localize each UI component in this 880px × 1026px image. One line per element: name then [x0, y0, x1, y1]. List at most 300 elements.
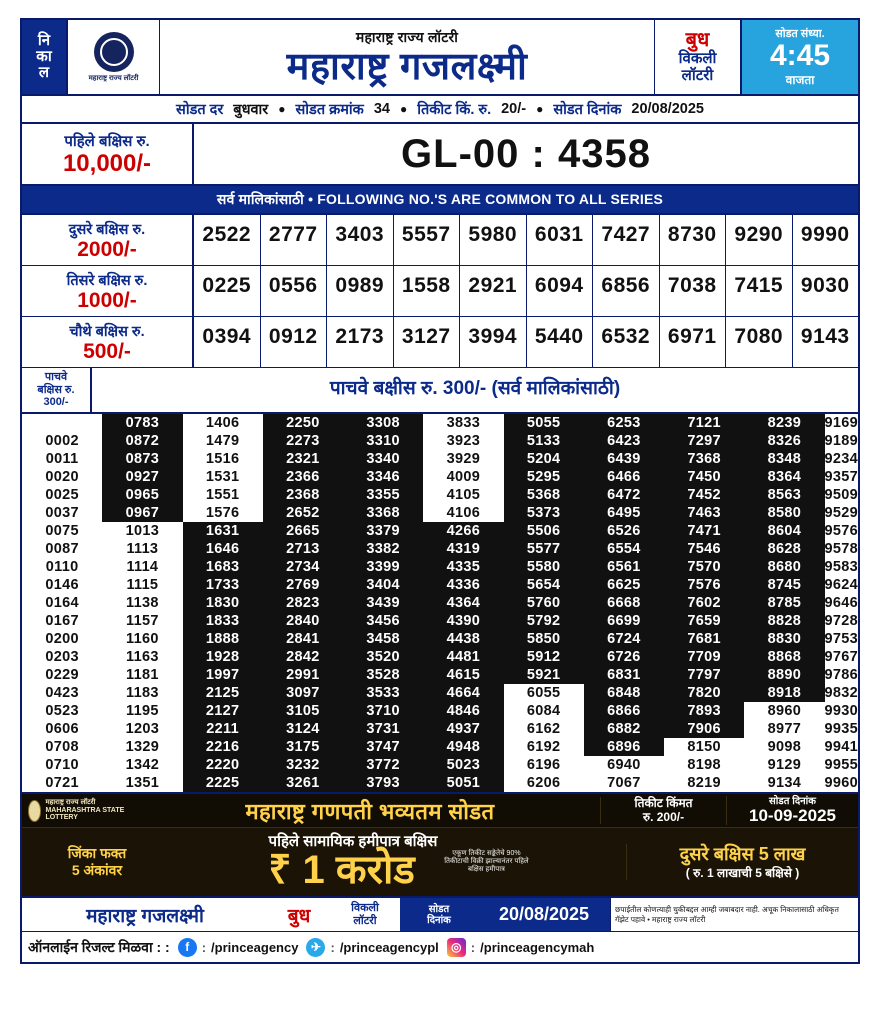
fifth-prize-number: 7471 — [664, 522, 744, 540]
fifth-prize-number: 6162 — [526, 721, 561, 738]
fifth-prize-number: 7450 — [664, 468, 744, 486]
fifth-prize-number: 3261 — [263, 774, 343, 792]
fifth-prize-number: 0146 — [45, 577, 79, 594]
fifth-prize-number: 2225 — [183, 774, 263, 792]
fifth-prize-number: 3533 — [343, 684, 423, 702]
fifth-prize-number: 6495 — [584, 504, 664, 522]
fifth-prize-number: 3923 — [446, 433, 481, 450]
fifth-prize-number: 7602 — [664, 594, 744, 612]
fifth-prize-number: 0167 — [45, 613, 79, 630]
fifth-prize-number: 0020 — [45, 469, 79, 486]
ad-logo-text: महाराष्ट्र राज्य लॉटरी MAHARASHTRA STATE LOTTERY — [45, 799, 125, 822]
fifth-prize-number: 8868 — [744, 648, 824, 666]
ad-price-value: रु. 200/- — [642, 809, 685, 824]
fifth-prize-number: 2273 — [263, 432, 343, 450]
draw-time-label: सोडत संध्या. — [775, 28, 825, 40]
fifth-prize-number: 2841 — [263, 630, 343, 648]
ad-right-block — [626, 844, 858, 880]
footer-bar — [22, 898, 858, 932]
fifth-prize-number: 8918 — [744, 684, 824, 702]
fifth-prize-number: 2991 — [263, 666, 343, 684]
table-row — [22, 414, 858, 432]
fifth-prize-number: 7463 — [664, 504, 744, 522]
fifth-prize-number: 1406 — [205, 415, 240, 432]
table-row — [22, 522, 858, 540]
fifth-prize-number: 8150 — [687, 739, 721, 756]
fifth-prize-number: 1138 — [126, 595, 159, 612]
fifth-prize-number: 6084 — [526, 703, 561, 720]
prize-number: 7038 — [660, 266, 727, 316]
common-series-banner: सर्व मालिकांसाठी • FOLLOWING NO.'S ARE COMMON TO ALL SERIES — [22, 186, 858, 215]
fifth-prize-number: 6206 — [526, 775, 561, 792]
fifth-prize-number: 6668 — [584, 594, 664, 612]
ad-price-label: तिकीट किंमत — [634, 795, 693, 810]
fifth-prize-number: 1833 — [183, 612, 263, 630]
fifth-prize-number: 2769 — [263, 576, 343, 594]
prize-number: 6856 — [593, 266, 660, 316]
fifth-prize-number: 9234 — [824, 451, 858, 468]
fifth-prize-number: 1157 — [126, 613, 159, 630]
table-row — [22, 450, 858, 468]
fifth-prize-number: 8628 — [744, 540, 824, 558]
prize-number: 5440 — [527, 317, 594, 367]
fifth-prize-number: 5850 — [504, 630, 584, 648]
fifth-prize-number: 8977 — [767, 721, 802, 738]
fifth-prize-number: 0002 — [45, 433, 79, 450]
ad-left-line1: जिंका फक्त — [67, 845, 127, 862]
fifth-prize-number: 7709 — [664, 648, 744, 666]
ticket-price-label: तिकीट किं. रु. — [417, 102, 492, 118]
fifth-prize-number: 1329 — [125, 739, 160, 756]
lottery-emblem-icon — [94, 32, 134, 72]
fifth-prize-number: 9576 — [824, 523, 858, 540]
table-row — [22, 702, 858, 720]
fifth-prize-number: 6940 — [607, 757, 641, 774]
fifth-prize-number: 1203 — [125, 721, 160, 738]
fifth-prize-number: 7297 — [664, 432, 744, 450]
fifth-prize-number: 5506 — [504, 522, 584, 540]
prize-number: 9290 — [726, 215, 793, 265]
fifth-prize-number: 0523 — [45, 703, 79, 720]
social-sep-1: : — [201, 939, 207, 955]
header — [22, 20, 858, 96]
fifth-prize-number: 4438 — [423, 630, 503, 648]
fourth-prize-amount: 500/- — [83, 340, 131, 364]
fifth-prize-number: 5133 — [504, 432, 584, 450]
fifth-prize-number: 1351 — [125, 775, 160, 792]
fifth-prize-number: 9786 — [824, 667, 858, 684]
fifth-prize-number: 2366 — [263, 468, 343, 486]
fifth-prize-title: पाचवे बक्षीस रु. 300/- (सर्व मालिकांसाठी) — [329, 378, 621, 400]
fifth-prize-number: 0164 — [45, 595, 79, 612]
footer-weekly — [330, 898, 400, 931]
fifth-prize-number: 1183 — [126, 685, 159, 702]
fifth-prize-number: 5295 — [504, 468, 584, 486]
ad-date-label: सोडत दिनांक — [769, 795, 816, 807]
facebook-handle[interactable]: /princeagency — [211, 939, 299, 955]
fifth-prize-number: 3458 — [343, 630, 423, 648]
draw-number-label: सोडत क्रमांक — [295, 102, 364, 118]
fifth-prize-number: 2220 — [183, 756, 263, 774]
table-row — [22, 576, 858, 594]
fifth-prize-number: 2125 — [183, 684, 263, 702]
fifth-prize-number: 3105 — [263, 702, 343, 720]
table-row — [22, 630, 858, 648]
fifth-label-line3: 300/- — [43, 396, 69, 409]
fifth-prize-number: 4948 — [423, 738, 503, 756]
fifth-prize-number: 6554 — [584, 540, 664, 558]
draw-time-value: 4:45 — [769, 39, 831, 72]
fifth-label-line1: पाचवे — [44, 371, 68, 384]
fifth-prize-number: 9583 — [824, 559, 858, 576]
fifth-prize-number: 6423 — [584, 432, 664, 450]
fifth-prize-number: 4364 — [423, 594, 503, 612]
table-row — [22, 720, 858, 738]
footer-date-label-line2: दिनांक — [427, 914, 451, 926]
table-row — [22, 684, 858, 702]
fifth-prize-number: 4009 — [446, 469, 481, 486]
fifth-prize-number: 3355 — [343, 486, 423, 504]
fifth-prize-number: 9134 — [767, 775, 802, 792]
fifth-prize-number: 4937 — [423, 720, 503, 738]
nikal-char-3: ल — [38, 63, 50, 81]
fifth-prize-number: 1163 — [126, 649, 159, 666]
prize-number: 9030 — [800, 274, 850, 298]
prize-number: 0989 — [327, 266, 394, 316]
ganpati-draw-ad — [22, 794, 858, 898]
fifth-prize-number: 4390 — [423, 612, 503, 630]
telegram-handle[interactable]: /princeagencypl — [339, 939, 439, 955]
ad-emblem-icon — [28, 800, 41, 822]
ad-left-text — [22, 845, 172, 879]
header-subtitle: महाराष्ट्र राज्य लॉटरी — [355, 29, 459, 45]
fifth-prize-number: 3308 — [343, 414, 423, 432]
fifth-prize-number: 7681 — [664, 630, 744, 648]
state-lottery-logo — [68, 20, 160, 94]
prize-number: 7080 — [726, 317, 793, 367]
social-sep-2: : — [330, 939, 335, 955]
fifth-prize-number: 1013 — [125, 523, 160, 540]
prize-number: 0394 — [194, 317, 261, 367]
fifth-prize-header — [22, 368, 858, 414]
fifth-prize-number: 5368 — [504, 486, 584, 504]
fifth-prize-number: 5055 — [504, 414, 584, 432]
fifth-prize-number: 0110 — [45, 559, 79, 576]
rate-value: बुधवार — [233, 102, 269, 118]
table-row — [22, 648, 858, 666]
table-row — [22, 774, 858, 792]
fifth-prize-number: 3929 — [446, 451, 481, 468]
draw-date-label: सोडत दिनांक — [553, 102, 622, 118]
instagram-icon[interactable]: ◎ — [447, 938, 466, 957]
fifth-prize-number: 6439 — [584, 450, 664, 468]
prize-number: 1558 — [394, 266, 461, 316]
fifth-prize-number: 1830 — [183, 594, 263, 612]
fifth-prize-number: 8364 — [744, 468, 824, 486]
separator-dot-1: ● — [278, 102, 286, 116]
fifth-prize-number: 4266 — [423, 522, 503, 540]
fifth-prize-number: 0200 — [45, 631, 79, 648]
prize-number: 2173 — [327, 317, 394, 367]
fifth-prize-number: 1551 — [205, 487, 240, 504]
fifth-prize-number: 2321 — [263, 450, 343, 468]
fifth-prize-number: 1115 — [126, 577, 159, 594]
fifth-prize-number: 3346 — [343, 468, 423, 486]
prize-number: 5980 — [460, 215, 527, 265]
fifth-prize-number: 0965 — [102, 486, 182, 504]
fifth-prize-number: 8239 — [744, 414, 824, 432]
prize-number: 6031 — [527, 215, 594, 265]
prize-number: 3403 — [327, 215, 394, 265]
ad-title: महाराष्ट्र गणपती भव्यतम सोडत — [245, 798, 495, 824]
fifth-prize-grid — [22, 414, 858, 792]
prize-number: 0912 — [261, 317, 328, 367]
third-prize-amount: 1000/- — [77, 289, 137, 313]
first-prize-row — [22, 124, 858, 186]
title-block — [160, 20, 654, 94]
prize-number: 7427 — [593, 215, 660, 265]
prize-number: 8730 — [660, 215, 727, 265]
fifth-prize-number: 2842 — [263, 648, 343, 666]
fifth-prize-number: 2216 — [183, 738, 263, 756]
fifth-prize-number: 4846 — [423, 702, 503, 720]
fifth-prize-number: 3439 — [343, 594, 423, 612]
footer-day: बुध — [287, 905, 311, 927]
fourth-prize-row — [22, 317, 858, 368]
ad-right-line1: दुसरे बक्षिस 5 लाख — [679, 844, 806, 865]
first-prize-label-cell — [22, 124, 194, 184]
fifth-prize-number: 1888 — [183, 630, 263, 648]
fifth-prize-number: 6055 — [526, 685, 561, 702]
fifth-prize-number: 0967 — [102, 504, 182, 522]
third-prize-label: तिसरे बक्षिस रु. — [66, 273, 148, 290]
table-row — [22, 504, 858, 522]
table-row — [22, 486, 858, 504]
fifth-prize-number: 0606 — [45, 721, 79, 738]
fifth-prize-number: 0229 — [45, 667, 79, 684]
fifth-prize-number: 9935 — [824, 721, 858, 738]
table-row — [22, 594, 858, 612]
social-sep-3: : — [470, 939, 476, 955]
rate-label: सोडत दर — [176, 102, 224, 118]
weekly-label: विकली — [678, 50, 717, 68]
table-row — [22, 468, 858, 486]
fifth-prize-number: 0927 — [102, 468, 182, 486]
second-prize-amount: 2000/- — [77, 238, 137, 261]
fifth-prize-number: 1646 — [183, 540, 263, 558]
fifth-prize-number: 0423 — [45, 685, 79, 702]
fifth-prize-number: 6848 — [584, 684, 664, 702]
fifth-prize-number: 9930 — [824, 703, 858, 720]
first-prize-amount: 10,000/- — [62, 150, 152, 178]
footer-weekly-line1: विकली — [351, 902, 379, 915]
ad-center-block — [172, 834, 626, 891]
fifth-prize-number: 0873 — [102, 450, 182, 468]
fifth-prize-number: 4664 — [423, 684, 503, 702]
fifth-prize-number: 3520 — [343, 648, 423, 666]
fifth-prize-number: 5577 — [504, 540, 584, 558]
fifth-prize-number: 9941 — [824, 739, 858, 756]
nikal-badge — [22, 20, 68, 94]
fifth-prize-side-label — [22, 368, 92, 412]
fifth-prize-number: 5204 — [504, 450, 584, 468]
fifth-prize-number: 2665 — [263, 522, 343, 540]
fifth-prize-number: 5023 — [423, 756, 503, 774]
fifth-prize-number: 9169 — [824, 415, 858, 432]
social-telegram[interactable] — [306, 938, 438, 957]
fifth-prize-number: 0025 — [45, 487, 79, 504]
fifth-prize-number: 0721 — [45, 775, 79, 792]
second-prize-label-cell — [22, 215, 194, 265]
fifth-prize-number: 4336 — [423, 576, 503, 594]
prize-number: 6532 — [593, 317, 660, 367]
ad-center-amount: ₹ 1 करोड — [268, 848, 415, 893]
third-prize-label-cell — [22, 266, 194, 316]
fifth-prize-number: 5654 — [504, 576, 584, 594]
fifth-prize-number: 2211 — [183, 720, 263, 738]
fifth-prize-number: 4106 — [446, 505, 481, 522]
fifth-prize-number: 1997 — [183, 666, 263, 684]
fifth-prize-number: 9624 — [824, 577, 858, 594]
fifth-prize-number: 8830 — [744, 630, 824, 648]
fifth-prize-number: 9832 — [824, 685, 858, 702]
fifth-prize-number: 8563 — [744, 486, 824, 504]
prize-number: 2921 — [460, 266, 527, 316]
fifth-prize-number: 8219 — [687, 775, 721, 792]
draw-time-suffix: वाजता — [785, 73, 815, 87]
fifth-prize-number: 8348 — [744, 450, 824, 468]
fifth-prize-number: 7546 — [664, 540, 744, 558]
second-prize-label: दुसरे बक्षिस रु. — [68, 222, 146, 238]
logo-caption: महाराष्ट्र राज्य लॉटरी — [88, 74, 139, 82]
fifth-label-line2: बक्षिस रु. — [37, 383, 75, 396]
fifth-prize-number: 6526 — [584, 522, 664, 540]
fifth-prize-number: 7906 — [664, 720, 744, 738]
fifth-prize-number: 7368 — [664, 450, 744, 468]
fifth-prize-number: 7576 — [664, 576, 744, 594]
footer-weekly-line2: लॉटरी — [353, 914, 377, 927]
table-row — [22, 540, 858, 558]
fifth-prize-number: 6192 — [526, 739, 561, 756]
fifth-prize-number: 6724 — [584, 630, 664, 648]
fifth-prize-number: 8680 — [744, 558, 824, 576]
social-row — [22, 932, 858, 962]
fifth-prize-number: 5912 — [504, 648, 584, 666]
fourth-prize-label-cell — [22, 317, 194, 367]
fifth-prize-number: 2823 — [263, 594, 343, 612]
prize-number: 3994 — [460, 317, 527, 367]
third-prize-row — [22, 266, 858, 317]
fifth-prize-number: 1576 — [205, 505, 240, 522]
fifth-prize-number: 3456 — [343, 612, 423, 630]
fifth-prize-number: 9509 — [824, 487, 858, 504]
social-instagram[interactable] — [447, 938, 595, 957]
fifth-prize-number: 6882 — [584, 720, 664, 738]
weekly-day-block — [654, 20, 740, 94]
prize-number: 6971 — [660, 317, 727, 367]
table-row — [22, 666, 858, 684]
first-prize-number: GL-00 : 4358 — [401, 131, 651, 176]
second-prize-numbers — [194, 215, 858, 265]
fifth-prize-number: 6699 — [584, 612, 664, 630]
footer-lottery-name: महाराष्ट्र गजलक्ष्मी — [86, 905, 204, 927]
fifth-prize-number: 0075 — [45, 523, 79, 540]
fifth-prize-number: 9189 — [824, 433, 858, 450]
fifth-prize-number: 6896 — [584, 738, 664, 756]
facebook-icon[interactable]: f — [178, 938, 197, 957]
fifth-prize-number: 0872 — [102, 432, 182, 450]
third-prize-numbers — [194, 266, 858, 316]
fifth-prize-number: 3310 — [343, 432, 423, 450]
footer-date-label — [400, 898, 478, 931]
fifth-prize-number: 2734 — [263, 558, 343, 576]
fifth-prize-number: 7659 — [664, 612, 744, 630]
fifth-prize-number: 7797 — [664, 666, 744, 684]
fifth-prize-number: 9753 — [824, 631, 858, 648]
fifth-prize-number: 5051 — [423, 774, 503, 792]
table-row — [22, 756, 858, 774]
ad-body-row — [22, 828, 858, 896]
fifth-prize-number: 3175 — [263, 738, 343, 756]
table-row — [22, 738, 858, 756]
fifth-prize-number: 6561 — [584, 558, 664, 576]
fifth-prize-number: 2127 — [183, 702, 263, 720]
fifth-prize-number: 4615 — [423, 666, 503, 684]
fifth-prize-number: 6831 — [584, 666, 664, 684]
telegram-icon[interactable]: ✈ — [306, 938, 325, 957]
fifth-prize-number: 8960 — [767, 703, 802, 720]
fifth-prize-number: 0783 — [102, 414, 182, 432]
fifth-prize-number: 1113 — [126, 541, 159, 558]
prize-number: 9990 — [800, 223, 850, 246]
fifth-prize-number: 4319 — [423, 540, 503, 558]
fifth-prize-number: 8326 — [744, 432, 824, 450]
fifth-prize-number: 1631 — [183, 522, 263, 540]
fifth-prize-number: 1342 — [125, 757, 160, 774]
fifth-prize-number: 3772 — [343, 756, 423, 774]
fifth-prize-number: 9357 — [824, 469, 858, 486]
instagram-handle[interactable]: /princeagencymah — [480, 939, 595, 955]
lottery-label: लॉटरी — [681, 67, 714, 85]
fifth-prize-number: 0203 — [45, 649, 79, 666]
fifth-prize-number: 8580 — [744, 504, 824, 522]
fifth-prize-number: 3097 — [263, 684, 343, 702]
ad-date-value: 10-09-2025 — [749, 805, 836, 825]
day-label: बुध — [685, 29, 710, 51]
prize-number: 3127 — [394, 317, 461, 367]
social-facebook[interactable] — [178, 938, 299, 957]
page-title: महाराष्ट्र गजलक्ष्मी — [286, 46, 528, 88]
prize-number: 9143 — [800, 325, 850, 349]
prize-number: 7415 — [726, 266, 793, 316]
fifth-prize-number: 9646 — [824, 595, 858, 612]
fifth-prize-number: 3124 — [263, 720, 343, 738]
fifth-prize-number: 8785 — [744, 594, 824, 612]
fifth-prize-number: 3747 — [343, 738, 423, 756]
fifth-prize-number: 9578 — [824, 541, 858, 558]
fifth-prize-number: 1160 — [126, 631, 159, 648]
fourth-prize-numbers — [194, 317, 858, 367]
ad-top-row — [22, 794, 858, 828]
fifth-prize-number: 3404 — [343, 576, 423, 594]
fifth-prize-number: 6726 — [584, 648, 664, 666]
prize-number: 2777 — [261, 215, 328, 265]
fifth-prize-number: 5373 — [504, 504, 584, 522]
fifth-prize-number: 6253 — [584, 414, 664, 432]
fifth-prize-number: 9960 — [824, 775, 858, 792]
draw-time-block — [740, 20, 858, 94]
ad-left-line2: 5 अंकांवर — [71, 862, 123, 879]
